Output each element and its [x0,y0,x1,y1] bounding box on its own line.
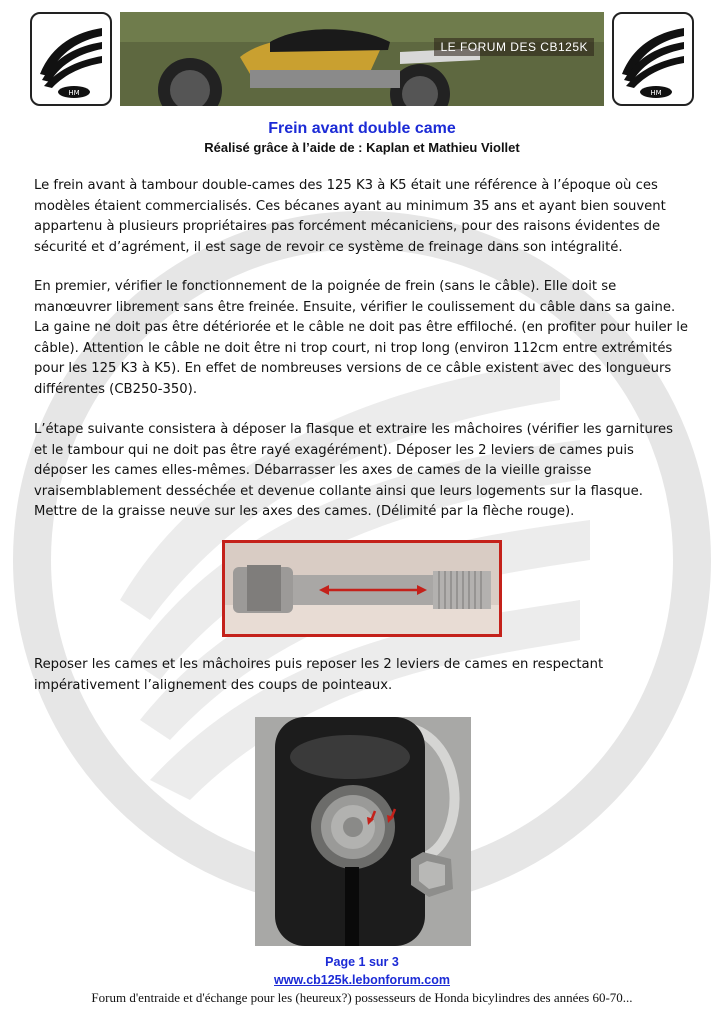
header-banner [120,12,604,106]
paragraph-intro: Le frein avant à tambour double-cames des 125 K3 à K5 était une référence à l’époque où ces modèles étaient commercialisés. Ces bécanes ayant au minimum 35 ans et ayant bien souvent appartenu à plusieurs propriétaires pas forcément mécaniciens, pour des raisons évidentes de sécurité et d’agrément, il est sage de revoir ce système de freinage dans son intégralité. [34,178,666,255]
paragraph-cable-check: En premier, vérifier le fonctionnement de la poignée de frein (sans le câble). Elle doit se manœuvrer librement sans être freinée. Ensuite, vérifier le coulissement du câble dans sa gaine. La gaine ne doit pas être détériorée et le câble ne doit pas être effiloché. (en profiter pour huiler le câble). Attention le câble ne doit être ni trop court, ni trop long (environ 112cm entre extrémités pour les 125 K3 à K5). En effet de nombreuses versions de ce câble existent avec des longueurs différentes (CB250-350). [34,279,688,397]
honda-wing-logo-icon [614,14,692,104]
svg-text:HM: HM [650,89,662,97]
banner-title: LE FORUM DES CB125K [434,38,594,56]
paragraph-reassembly: Reposer les cames et les mâchoires puis reposer les 2 leviers de cames en respectant impérativement l’alignement des coups de pointeaux. [34,657,604,693]
cam-shaft-photo [222,540,502,637]
page-number: Page 1 sur 3 [325,955,399,969]
logo-right [612,12,694,106]
page-subtitle: Réalisé grâce à l’aide de : Kaplan et Mathieu Viollet [204,140,520,155]
footer-note: Forum d'entraide et d'échange pour les (heureux?) possesseurs de Honda bicylindres des années 60-70... [91,990,633,1005]
paragraph-cam-removal: L’étape suivante consistera à déposer la flasque et extraire les mâchoires (vérifier les garnitures et le tambour qui ne doit pas être rayé exagérément). Déposer les 2 leviers de cames puis déposer les cames elles-mêmes. Débarrasser les axes de cames de la vieille graisse vraisemblablement desséchée et devenue collante ainsi que leurs logements sur la flasque. Mettre de la graisse neuve sur les axes des cames. (Délimité par la flèche rouge). [34,422,673,519]
header [30,12,694,106]
svg-text:HM: HM [68,89,80,97]
forum-link[interactable]: www.cb125k.lebonforum.com [274,973,450,987]
logo-left [30,12,112,106]
motorcycle-photo [120,12,604,106]
page-title: Frein avant double came [268,120,456,137]
honda-wing-logo-icon [32,14,110,104]
cam-lever-photo [255,717,471,946]
